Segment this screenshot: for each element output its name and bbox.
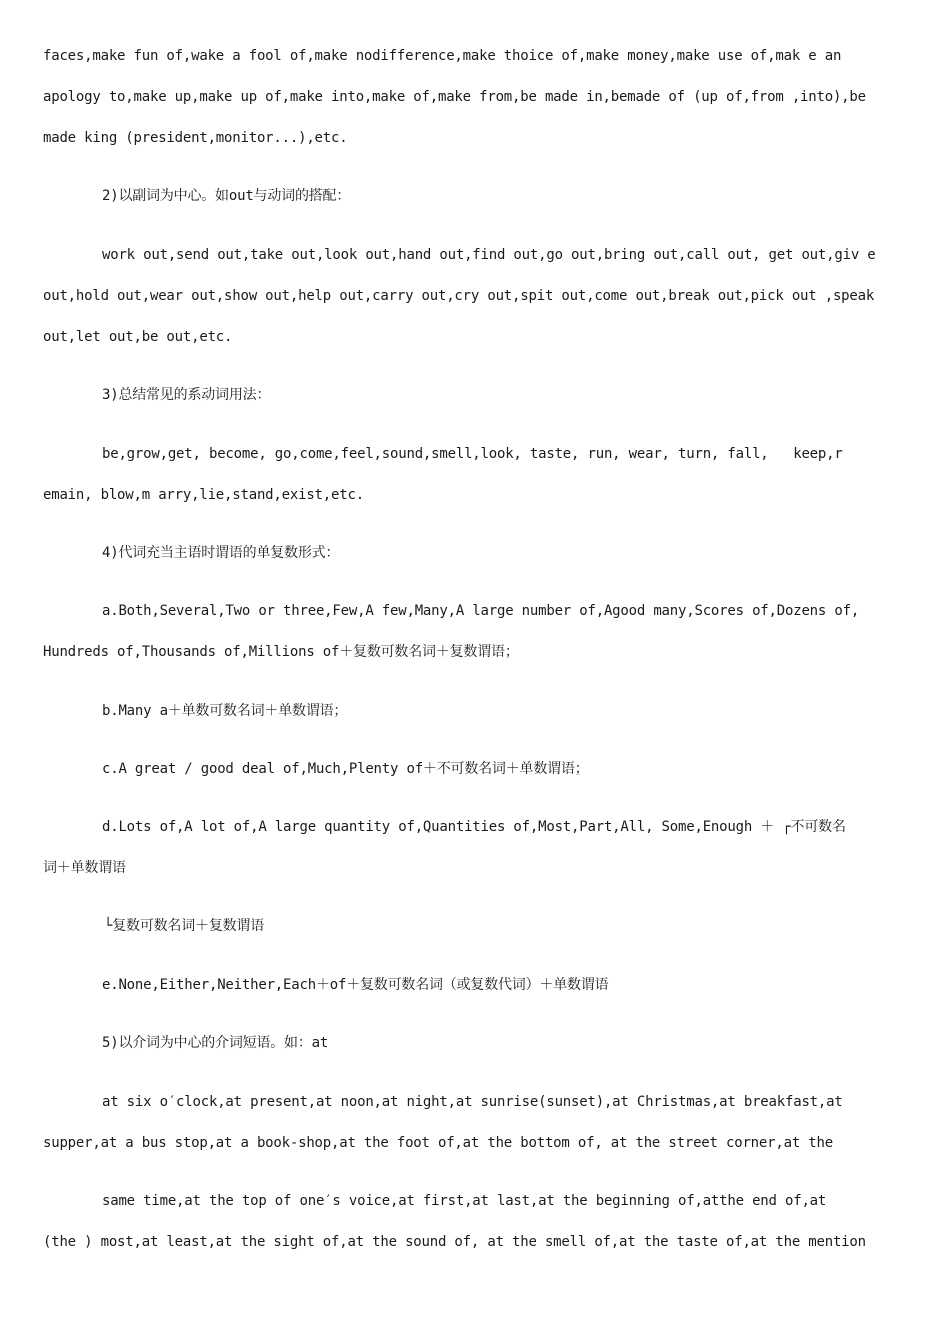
text-line: e.None,Either,Neither,Each＋of＋复数可数名词（或复数代词）＋单数谓语	[102, 977, 609, 993]
text-line: out,let out,be out,etc.	[43, 329, 233, 345]
text-line: 词＋单数谓语	[43, 860, 126, 876]
text-line: d.Lots of,A lot of,A large quantity of,Quantities of,Most,Part,All, Some,Enough ＋ ┌不可数名	[102, 819, 846, 835]
text-line: faces,make fun of,wake a fool of,make nodifference,make thoice of,make money,make use of,mak e an	[43, 48, 842, 64]
section-heading: 5)以介词为中心的介词短语。如：at	[102, 1035, 329, 1051]
text-line: (the ) most,at least,at the sight of,at the sound of, at the smell of,at the taste of,at the mention	[43, 1234, 866, 1250]
section-heading: 4)代词充当主语时谓语的单复数形式：	[102, 545, 340, 561]
text-line: be,grow,get, become, go,come,feel,sound,smell,look, taste, run, wear, turn, fall, keep,r	[102, 446, 843, 462]
text-line: apology to,make up,make up of,make into,make of,make from,be made in,bemade of (up of,from ,into),be	[43, 89, 866, 105]
text-line: Hundreds of,Thousands of,Millions of＋复数可数名词＋复数谓语；	[43, 644, 519, 660]
text-line: at six o′clock,at present,at noon,at night,at sunrise(sunset),at Christmas,at breakfast,at	[102, 1094, 843, 1110]
text-line: └复数可数名词＋复数谓语	[104, 918, 265, 934]
text-line: b.Many a＋单数可数名词＋单数谓语；	[102, 703, 348, 719]
text-line: emain, blow,m arry,lie,stand,exist,etc.	[43, 487, 364, 503]
section-heading: 3)总结常见的系动词用法：	[102, 387, 271, 403]
text-line: a.Both,Several,Two or three,Few,A few,Many,A large number of,Agood many,Scores of,Dozens of,	[102, 603, 860, 619]
text-line: out,hold out,wear out,show out,help out,carry out,cry out,spit out,come out,break out,pick out ,speak	[43, 288, 875, 304]
text-line: supper,at a bus stop,at a book-shop,at the foot of,at the bottom of, at the street corner,at the	[43, 1135, 833, 1151]
section-heading: 2)以副词为中心。如out与动词的搭配：	[102, 188, 351, 204]
text-line: c.A great / good deal of,Much,Plenty of＋不可数名词＋单数谓语；	[102, 761, 589, 777]
text-line: work out,send out,take out,look out,hand out,find out,go out,bring out,call out, get out,giv e	[102, 247, 876, 263]
text-line: same time,at the top of one′s voice,at first,at last,at the beginning of,atthe end of,at	[102, 1193, 827, 1209]
text-line: made king (president,monitor...),etc.	[43, 130, 348, 146]
